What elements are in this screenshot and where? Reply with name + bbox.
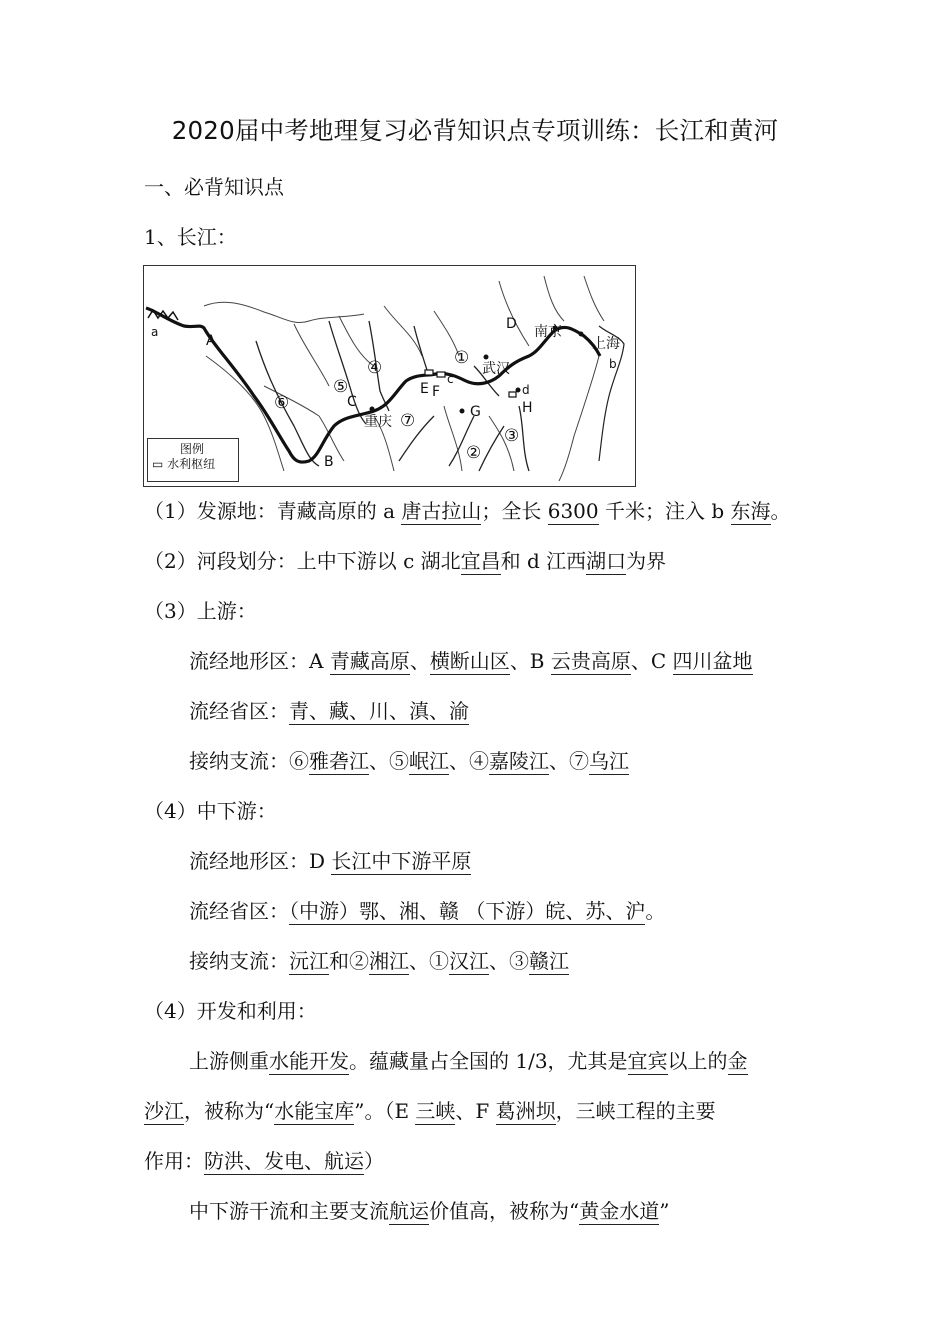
text: 、F — [455, 1099, 496, 1123]
map-label-d: d — [522, 383, 530, 397]
answer-blank: 长江中下游平原 — [331, 849, 472, 873]
answer-blank: 沙江 — [144, 1099, 184, 1123]
map-label-c: c — [447, 372, 454, 386]
answer-blank: 航运 — [389, 1199, 429, 1223]
text: （2）河段划分：上中下游以 c 湖北 — [144, 549, 461, 573]
map-label-circle-2: ② — [466, 443, 482, 463]
paragraph-development-1 — [189, 1046, 748, 1076]
text: 和 d 江西 — [500, 549, 587, 573]
answer-blank: 宜宾 — [627, 1049, 668, 1073]
legend-title: 图例 — [180, 442, 205, 456]
map-label-b: b — [609, 357, 617, 371]
answer-blank: 雅砻江 — [309, 749, 369, 773]
answer-blank: 水能宝库 — [274, 1099, 355, 1123]
map-label-nanjing: 南京 — [534, 324, 562, 340]
text: 、④ — [449, 749, 489, 773]
map-label-shanghai: 上海 — [592, 336, 620, 352]
text: 以上的 — [667, 1049, 728, 1073]
text: 。 — [645, 899, 666, 923]
map-label-F: F — [432, 384, 441, 400]
heading-development: （4）开发和利用： — [144, 999, 317, 1023]
answer-blank: 赣江 — [529, 949, 569, 973]
text: 流经省区： — [189, 699, 289, 723]
map-label-circle-5: ⑤ — [333, 377, 349, 397]
answer-blank: 防洪、发电、航运 — [204, 1149, 364, 1173]
answer-blank: 湘江 — [369, 949, 409, 973]
paragraph-lower-provinces — [189, 896, 665, 926]
answer-blank: 云贵高原 — [550, 649, 631, 673]
document-title: 2020届中考地理复习必背知识点专项训练：长江和黄河 — [171, 116, 779, 145]
heading-upper-reach: （3）上游： — [144, 599, 257, 623]
map-label-circle-4: ④ — [367, 358, 383, 378]
paragraph-lower-tributaries — [189, 946, 569, 976]
answer-blank: 黄金水道 — [579, 1199, 660, 1223]
text: 上游侧重 — [189, 1049, 269, 1073]
answer-blank: 青、藏、川、滇、渝 — [289, 699, 469, 723]
answer-blank: 宜昌 — [460, 549, 501, 573]
text: 、⑤ — [369, 749, 409, 773]
yangtze-river-map — [143, 265, 636, 487]
text: 和② — [329, 949, 369, 973]
paragraph-development-3 — [144, 1146, 384, 1176]
text: ） — [364, 1149, 384, 1173]
text: ，三峡工程的主要 — [555, 1099, 716, 1123]
text: 接纳支流： — [189, 949, 289, 973]
answer-blank: 湖口 — [586, 549, 627, 573]
text: 、① — [409, 949, 449, 973]
text: ”。（E — [354, 1099, 416, 1123]
text: 流经地形区：D — [189, 849, 332, 873]
map-label-C: C — [347, 394, 357, 410]
paragraph-upper-tributaries — [189, 746, 629, 776]
map-label-circle-3: ③ — [504, 426, 520, 446]
text: ” — [659, 1199, 670, 1223]
text: 、 — [409, 649, 430, 673]
heading-middle-lower-reach: （4）中下游： — [144, 799, 277, 823]
map-label-wuhan: 武汉 — [482, 361, 510, 377]
answer-blank: 沅江 — [289, 949, 329, 973]
text: 流经地形区：A — [189, 649, 330, 673]
text: 、B — [509, 649, 551, 673]
map-label-D: D — [506, 316, 517, 332]
paragraph-development-4 — [189, 1196, 669, 1226]
paragraph-upper-provinces — [189, 696, 469, 726]
answer-blank: 唐古拉山 — [401, 499, 482, 523]
answer-blank: 汉江 — [449, 949, 489, 973]
answer-blank: 岷江 — [409, 749, 449, 773]
text: 。 — [770, 499, 791, 523]
answer-blank: 葛洲坝 — [495, 1099, 556, 1123]
map-label-circle-1: ① — [454, 348, 470, 368]
answer-blank: 6300 — [547, 499, 599, 523]
text: 流经省区： — [189, 899, 289, 923]
answer-blank: 水能开发 — [269, 1049, 349, 1073]
map-label-A: A — [206, 333, 216, 349]
paragraph-development-2 — [144, 1096, 716, 1126]
text: 为界 — [626, 549, 667, 573]
text: （1）发源地：青藏高原的 a — [144, 499, 402, 523]
dam-symbol-icon: ▭ — [152, 457, 164, 471]
answer-blank: 四川盆地 — [672, 649, 753, 673]
answer-blank: （中游）鄂、湘、赣 （下游）皖、苏、沪 — [289, 899, 646, 923]
map-legend — [147, 438, 239, 482]
answer-blank: 横断山区 — [429, 649, 510, 673]
paragraph-lower-landforms — [189, 846, 471, 876]
text: 千米；注入 b — [598, 499, 731, 523]
answer-blank: 嘉陵江 — [489, 749, 549, 773]
answer-blank: 东海 — [730, 499, 771, 523]
text: 、⑦ — [549, 749, 589, 773]
answer-blank: 乌江 — [589, 749, 629, 773]
map-label-G: G — [470, 404, 481, 420]
paragraph-sections — [144, 546, 666, 576]
text: 、C — [630, 649, 673, 673]
text: 、③ — [489, 949, 529, 973]
item-heading-yangtze: 1、长江： — [144, 225, 237, 249]
answer-blank: 青藏高原 — [329, 649, 410, 673]
map-label-E: E — [420, 381, 429, 397]
section-heading: 一、必背知识点 — [144, 175, 284, 199]
text: 接纳支流：⑥ — [189, 749, 309, 773]
map-label-circle-6: ⑥ — [274, 393, 290, 413]
map-label-B: B — [324, 454, 334, 470]
map-label-circle-7: ⑦ — [400, 411, 416, 431]
text: ，被称为“ — [184, 1099, 275, 1123]
map-label-H: H — [522, 400, 533, 416]
map-label-a: a — [151, 325, 159, 339]
text: 价值高，被称为“ — [429, 1199, 580, 1223]
legend-item-label: 水利枢纽 — [167, 457, 216, 471]
paragraph-source — [144, 496, 791, 526]
map-label-chongqing: 重庆 — [364, 414, 392, 430]
text: 作用： — [144, 1149, 204, 1173]
text: 中下游干流和主要支流 — [189, 1199, 389, 1223]
text: ；全长 — [481, 499, 548, 523]
answer-blank: 三峡 — [415, 1099, 456, 1123]
answer-blank: 金 — [727, 1049, 748, 1073]
paragraph-upper-landforms — [189, 646, 753, 676]
text: 。蕴藏量占全国的 1/3，尤其是 — [349, 1049, 628, 1073]
